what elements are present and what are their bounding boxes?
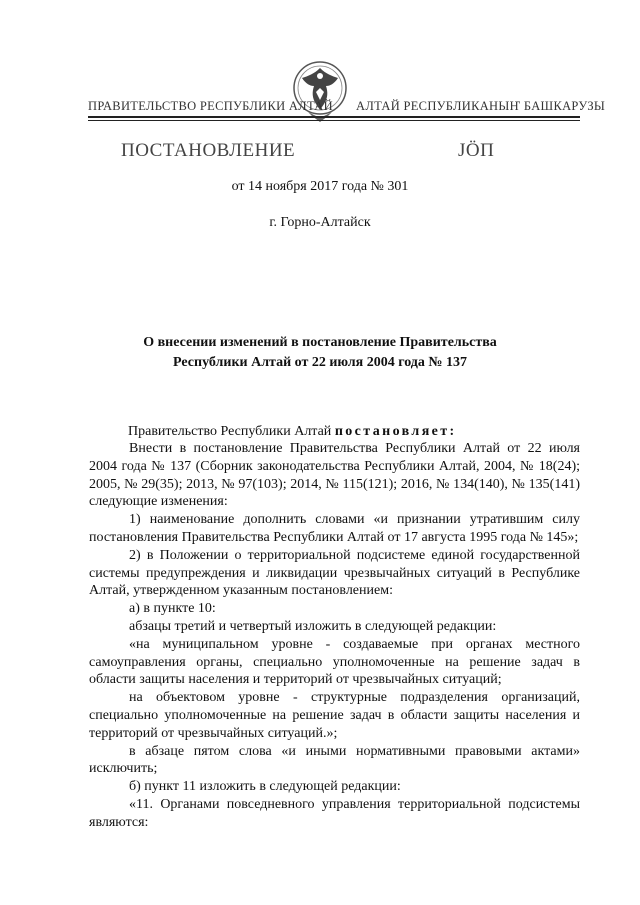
document-city: г. Горно-Алтайск bbox=[269, 215, 371, 230]
document-title bbox=[100, 333, 540, 373]
paragraph: абзацы третий и четвертый изложить в следующей редакции: bbox=[129, 618, 497, 634]
paragraph: на объектовом уровне - структурные подразделения организаций, специально уполномоченные на решение задач в области защиты населения и территорий от чрезвычайных ситуаций.»; bbox=[89, 690, 580, 741]
header-divider-thin bbox=[88, 120, 580, 121]
paragraph: 2) в Положении о территориальной подсистеме единой государственной системы предупреждения и ликвидации чрезвычайных ситуаций в Республике Алтай, утвержденном указанным постановлением: bbox=[89, 547, 580, 599]
paragraph: а) в пункте 10: bbox=[129, 601, 216, 617]
document-date-number: от 14 ноября 2017 года № 301 bbox=[231, 179, 409, 194]
paragraph: б) пункт 11 изложить в следующей редакции: bbox=[129, 779, 401, 795]
document-type-altai: JӦП bbox=[458, 140, 495, 161]
header-left-org-name: ПРАВИТЕЛЬСТВО РЕСПУБЛИКИ АЛТАЙ bbox=[88, 99, 333, 113]
document-title-line-1: О внесении изменений в постановление Правительства bbox=[143, 335, 497, 350]
paragraph: 1) наименование дополнить словами «и признании утратившим силу постановления Правительства Республики Алтай от 17 августа 1995 года № 145»; bbox=[89, 512, 580, 545]
paragraph: Внести в постановление Правительства Республики Алтай от 22 июля 2004 года № 137 (Сборник законодательства Республики Алтай, 2004, № 18(24); 2005, № 29(35); 2013, № 97(103); 2014, № 115(121); 2016, № 134(140), № 135(141) следующие изменения: bbox=[89, 441, 580, 510]
resolution-subject: Правительство Республики Алтай bbox=[128, 424, 335, 439]
header-right-org-name: АЛТАЙ РЕСПУБЛИКАНЫҤ БАШКАРУЗЫ bbox=[356, 99, 606, 113]
document-title-line-2: Республики Алтай от 22 июля 2004 года № 137 bbox=[173, 355, 467, 370]
resolution-verb: постановляет: bbox=[334, 424, 457, 439]
resolution-intro bbox=[128, 424, 457, 440]
coat-of-arms-emblem bbox=[290, 50, 350, 130]
paragraph: «11. Органами повседневного управления территориальной подсистемы являются: bbox=[89, 796, 580, 830]
document-type-russian: ПОСТАНОВЛЕНИЕ bbox=[121, 140, 296, 161]
header-divider-thick bbox=[88, 116, 580, 118]
paragraph: в абзаце пятом слова «и иными нормативными правовыми актами» исключить; bbox=[89, 743, 580, 777]
paragraph: «на муниципальном уровне - создаваемые при органах местного самоуправления органы, специально уполномоченные на решение задач в области защиты населения и территорий от чрезвычайных ситуаций; bbox=[89, 636, 580, 688]
document-body bbox=[89, 440, 580, 832]
